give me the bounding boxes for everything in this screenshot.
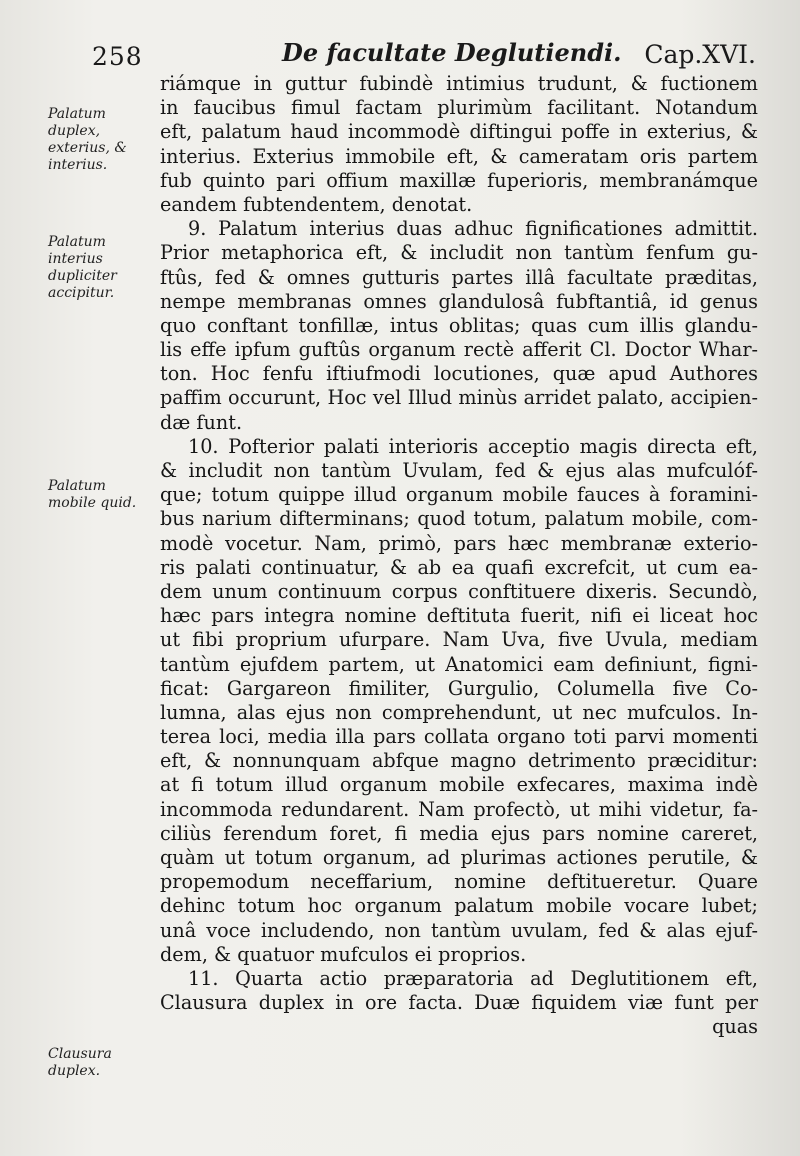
text-line: lis effe ipfum guftûs organum rectè afferit Cl. Doctor Whar-: [160, 338, 758, 362]
text-line: paffim occurunt, Hoc vel Illud minùs arridet palato, accipien-: [160, 386, 758, 410]
text-line: bus narium difterminans; quod totum, palatum mobile, com-: [160, 507, 758, 531]
text-line: propemodum neceffarium, nomine deftitueretur. Quare: [160, 870, 758, 894]
text-line: unâ voce includendo, non tantùm uvulam, fed & alas ejuf-: [160, 918, 758, 942]
text-line: modè vocetur. Nam, primò, pars hæc membranæ exterio-: [160, 531, 758, 555]
chapter-label: Cap.XVI.: [644, 40, 756, 69]
paragraph-start-11: 11. Quarta actio præparatoria ad Deglutitionem eft,: [188, 966, 758, 990]
text-line: dem unum continuum corpus conftituere dixeris. Secundò,: [160, 579, 758, 603]
text-line: nempe membranas omnes glandulosâ fubftantiâ, id genus: [160, 289, 758, 313]
page-header: [92, 34, 760, 74]
text-line: eft, palatum haud incommodè diftingui poffe in exterius, &: [160, 120, 758, 144]
paragraph-start-9: 9. Palatum interius duas adhuc fignificationes admittit.: [188, 217, 758, 241]
text-line: & includit non tantùm Uvulam, fed & ejus alas mufculóf-: [160, 459, 758, 482]
text-line: interius. Exterius immobile eft, & cameratam oris partem: [160, 144, 758, 168]
body-text: [160, 72, 758, 1040]
text-line: ficat: Gargareon fimiliter, Gurgulio, Columella five Co-: [160, 676, 758, 700]
paragraph-start-10: 10. Pofterior palati interioris acceptio magis directa eft,: [188, 434, 758, 458]
text-line: lumna, alas ejus non comprehendunt, ut nec mufculos. In-: [160, 700, 758, 724]
text-line: ftûs, fed & omnes gutturis partes illâ facultate præditas,: [160, 265, 758, 289]
margin-note-clausura: Clausura duplex.: [48, 1046, 112, 1079]
text-line: ton. Hoc fenfu iftiufmodi locutiones, quæ apud Authores: [160, 362, 758, 386]
margin-note-palatum-duplex: Palatum duplex, exterius, & interius.: [48, 106, 127, 173]
text-line: Prior metaphorica eft, & includit non tantùm fenfum gu-: [160, 241, 758, 265]
running-title: De facultate Deglutiendi.: [282, 38, 622, 67]
text-line: dæ funt.: [160, 410, 243, 434]
text-line: dem, & quatuor mufculos ei proprios.: [160, 942, 527, 966]
text-line: fub quinto pari offium maxillæ fuperioris, membranámque: [160, 168, 758, 192]
text-line: eandem fubtendentem, denotat.: [160, 192, 473, 216]
text-line: at fi totum illud organum mobile exfecares, maxima indè: [160, 773, 758, 797]
text-line: ut fibi proprium ufurpare. Nam Uva, five Uvula, mediam: [160, 628, 758, 652]
text-line: terea loci, media illa pars collata organo toti parvi momenti: [160, 725, 758, 749]
text-line: quo conftant tonfillæ, intus oblitas; quas cum illis glandu-: [160, 313, 758, 337]
text-line: que; totum quippe illud organum mobile fauces à foramini-: [160, 483, 758, 507]
margin-note-palatum-interius: Palatum interius dupliciter accipitur.: [48, 234, 117, 301]
text-line: in faucibus fimul factam plurimùm facilitant. Notandum: [160, 96, 758, 120]
text-line: quàm ut totum organum, ad plurimas actiones perutile, &: [160, 846, 758, 869]
text-line: eft, & nonnunquam abfque magno detrimento præciditur:: [160, 749, 758, 773]
margin-note-palatum-mobile: Palatum mobile quid.: [48, 478, 137, 511]
text-line: riámque in guttur fubindè intimius trudunt, & fuctionem: [160, 72, 758, 95]
text-line: ciliùs ferendum foret, fi media ejus pars nomine careret,: [160, 821, 758, 845]
text-line: hæc pars integra nomine deftituta fuerit, nifi ei liceat hoc: [160, 604, 758, 628]
text-line: incommoda redundarent. Nam profectò, ut mihi videtur, fa-: [160, 797, 758, 821]
text-line: Clausura duplex in ore facta. Duæ fiquidem viæ funt per: [160, 991, 758, 1015]
page-number: 258: [92, 42, 143, 71]
text-line: dehinc totum hoc organum palatum mobile vocare lubet;: [160, 894, 758, 918]
catchword: quas: [712, 1015, 758, 1039]
text-line: ris palati continuatur, & ab ea quafi excrefcit, ut cum ea-: [160, 555, 758, 579]
text-line: tantùm ejufdem partem, ut Anatomici eam definiunt, figni-: [160, 652, 758, 676]
